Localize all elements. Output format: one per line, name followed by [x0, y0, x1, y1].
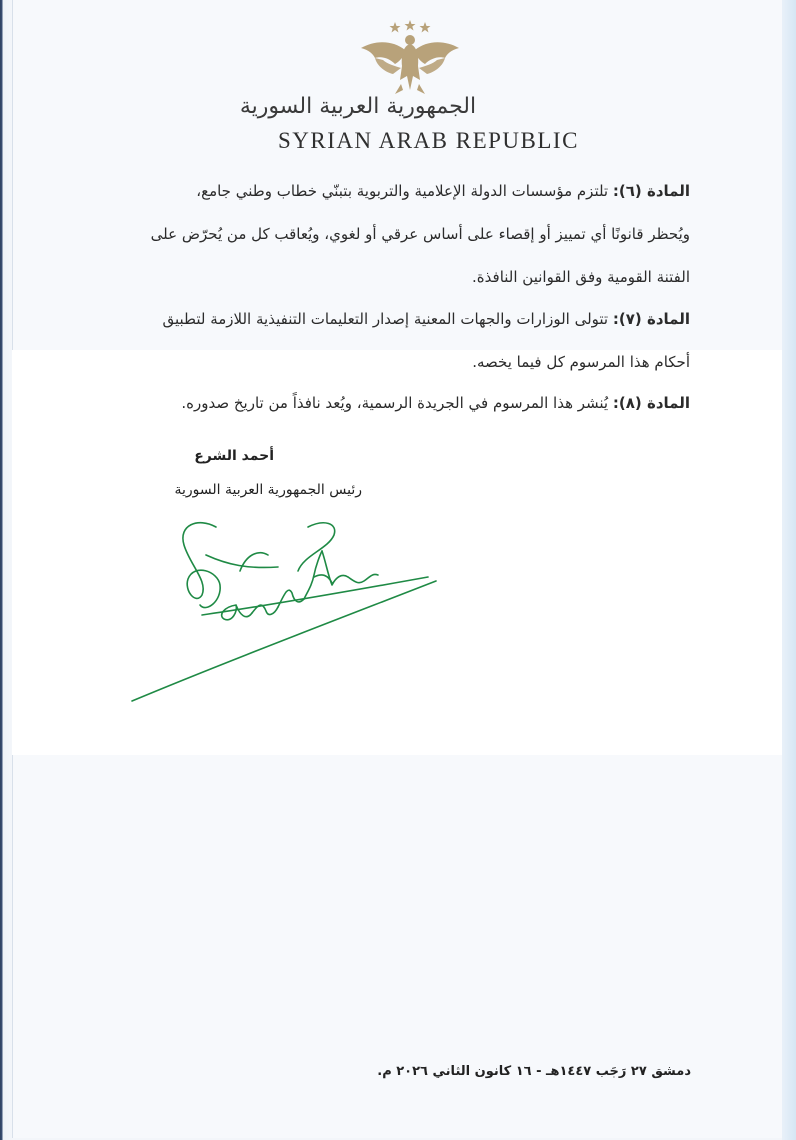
date-line: دمشق ٢٧ رَجَب ١٤٤٧هـ - ١٦ كانون الثاني ٢٠٢٦ م. — [377, 1064, 691, 1079]
article-text: تتولى الوزارات والجهات المعنية إصدار التعليمات التنفيذية اللازمة لتطبيق — [162, 310, 609, 328]
article-label: المادة (٨): — [612, 394, 690, 412]
header-title-arabic: الجمهورية العربية السورية — [239, 94, 477, 119]
article-text: تلتزم مؤسسات الدولة الإعلامية والتربوية بتبنّي خطاب وطني جامع، — [196, 182, 609, 200]
header-title-english: SYRIAN ARAB REPUBLIC — [278, 128, 579, 153]
eagle-emblem-icon — [355, 18, 465, 98]
article-line: الفتنة القومية وفق القوانين النافذة. — [472, 268, 690, 286]
article-line — [90, 170, 690, 213]
article-6 — [90, 170, 690, 299]
article-line — [90, 382, 690, 425]
article-8 — [90, 382, 690, 425]
scan-right-edge — [782, 0, 796, 1140]
article-label: المادة (٦): — [612, 182, 690, 200]
article-label: المادة (٧): — [612, 310, 690, 328]
handwritten-signature — [128, 515, 438, 710]
article-line — [90, 298, 690, 341]
signatory-name: أحمد الشرع — [194, 448, 274, 464]
article-text: يُنشر هذا المرسوم في الجريدة الرسمية، ويُعد نافذاً من تاريخ صدوره. — [181, 394, 609, 412]
article-line: ويُحظر قانونًا أي تمييز أو إقصاء على أساس عرقي أو لغوي، ويُعاقب كل من يُحرّض على — [150, 225, 690, 243]
scan-left-edge — [0, 0, 12, 1140]
article-line: أحكام هذا المرسوم كل فيما يخصه. — [472, 353, 690, 371]
signatory-title: رئيس الجمهورية العربية السورية — [174, 482, 362, 498]
article-7 — [90, 298, 690, 384]
